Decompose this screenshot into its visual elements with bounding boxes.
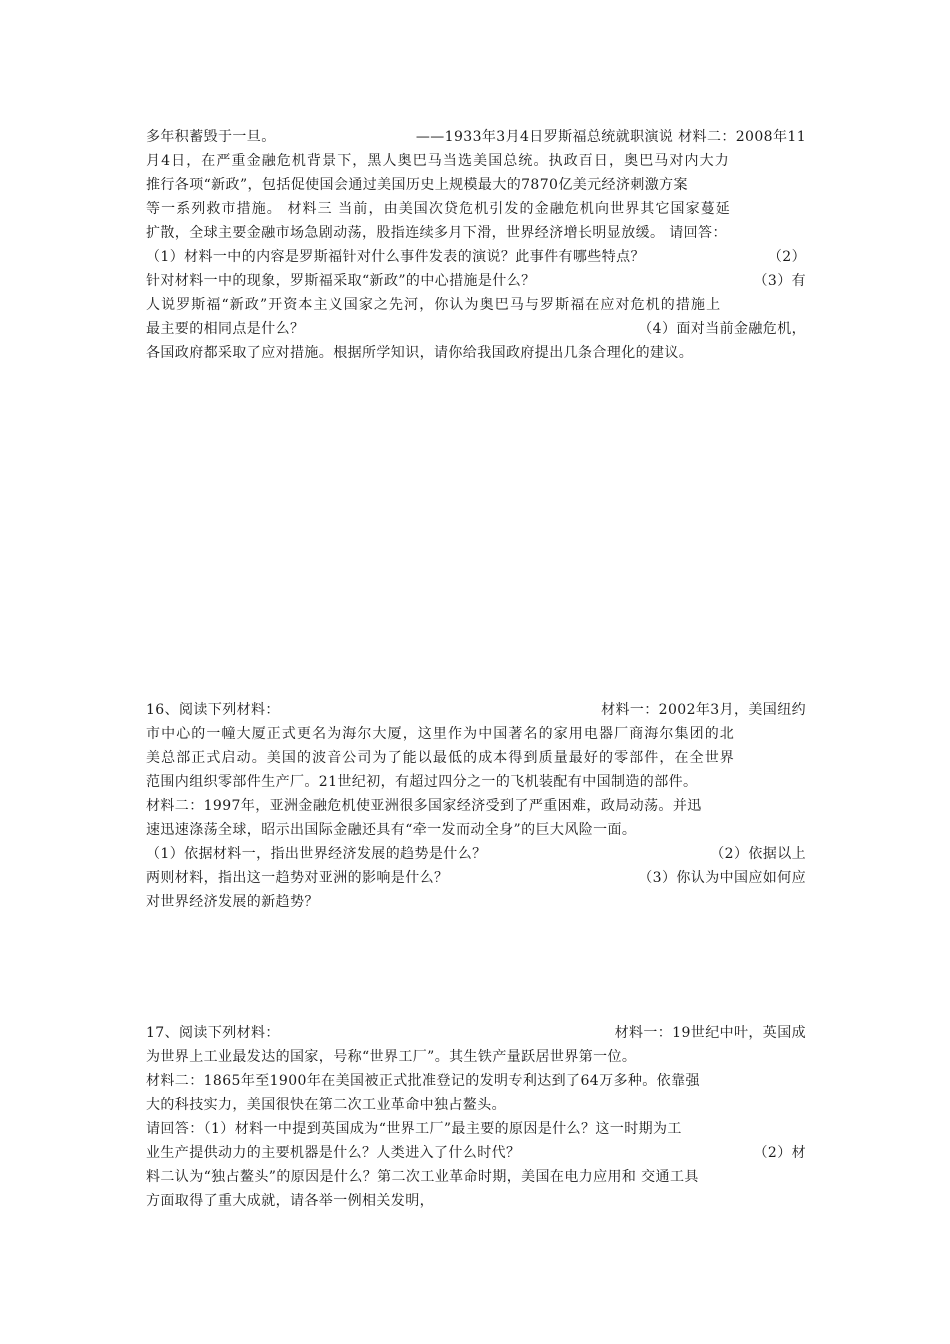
- text-line: [146, 866, 806, 890]
- text-line: [146, 125, 806, 149]
- question-16: [146, 698, 806, 914]
- text-line: 材料二：1865年至1900年在美国被正式批准登记的发明专利达到了64万多种。依靠强: [146, 1073, 700, 1089]
- text-line: 方面取得了重大成就，请各举一例相关发明，: [146, 1193, 434, 1209]
- text-line-left: 多年积蓄毁于一旦。: [146, 129, 276, 145]
- text-line: 人说罗斯福“新政”开资本主义国家之先河，你认为奥巴马与罗斯福在应对危机的措施上: [146, 297, 722, 313]
- text-line-right: （4）面对当前金融危机，: [638, 321, 806, 337]
- text-line: 推行各项“新政”，包括促使国会通过美国历史上规模最大的7870亿美元经济刺激方案: [146, 177, 688, 193]
- text-line-right: 材料一：2002年3月，美国纽约: [601, 702, 806, 718]
- question-number-label: 16、阅读下列材料：: [146, 702, 280, 718]
- text-line: 大的科技实力，美国很快在第二次工业革命中独占鳌头。: [146, 1097, 506, 1113]
- text-line-right: ——1933年3月4日罗斯福总统就职演说 材料二：2008年11: [415, 129, 806, 145]
- text-line: 材料二：1997年，亚洲金融危机使亚洲很多国家经济受到了严重困难，政局动荡。并迅: [146, 798, 702, 814]
- text-line: [146, 269, 806, 293]
- text-line: 对世界经济发展的新趋势？: [146, 894, 319, 910]
- text-line-right: （2）材: [753, 1145, 806, 1161]
- text-line-left: 两则材料，指出这一趋势对亚洲的影响是什么？: [146, 870, 449, 886]
- text-line: [146, 1141, 806, 1165]
- text-line: 速迅速涤荡全球，昭示出国际金融还具有“牵一发而动全身”的巨大风险一面。: [146, 822, 637, 838]
- text-line: [146, 317, 806, 341]
- text-line: [146, 245, 806, 269]
- question-17: [146, 1021, 806, 1213]
- text-line: 美总部正式启动。美国的波音公司为了能以最低的成本得到质量最好的零部件，在全世界: [146, 750, 735, 766]
- question-heading: [146, 698, 806, 722]
- text-line: 各国政府都采取了应对措施。根据所学知识，请你给我国政府提出几条合理化的建议。: [146, 345, 694, 361]
- text-line-right: （3）有: [753, 273, 806, 289]
- text-line: 扩散，全球主要金融市场急剧动荡，股指连续多月下滑，世界经济增长明显放缓。 请回答：: [146, 225, 727, 241]
- text-line-left: 业生产提供动力的主要机器是什么？人类进入了什么时代？: [146, 1145, 521, 1161]
- question-15-continuation: [146, 125, 806, 365]
- text-line: 料二认为“独占鳌头”的原因是什么？第二次工业革命时期，美国在电力应用和 交通工具: [146, 1169, 699, 1185]
- text-line-right: （2）依据以上: [710, 846, 806, 862]
- text-line-left: 针对材料一中的现象，罗斯福采取“新政”的中心措施是什么？: [146, 273, 536, 289]
- text-line-right: （3）你认为中国应如何应: [638, 870, 806, 886]
- text-line-right: （2）: [767, 249, 806, 265]
- text-line: 为世界上工业最发达的国家，号称“世界工厂”。其生铁产量跃居世界第一位。: [146, 1049, 637, 1065]
- question-heading: [146, 1021, 806, 1045]
- text-line: 等一系列救市措施。 材料三 当前，由美国次贷危机引发的金融危机向世界其它国家蔓延: [146, 201, 731, 217]
- text-line: 请回答：（1）材料一中提到英国成为“世界工厂”最主要的原因是什么？这一时期为工: [146, 1121, 682, 1137]
- text-line-left: （1）材料一中的内容是罗斯福针对什么事件发表的演说？此事件有哪些特点？: [146, 249, 645, 265]
- text-line-left: （1）依据材料一，指出世界经济发展的趋势是什么？: [146, 846, 487, 862]
- text-line-right: 材料一：19世纪中叶，英国成: [614, 1025, 806, 1041]
- text-line: 月4日，在严重金融危机背景下，黑人奥巴马当选美国总统。执政百日，奥巴马对内大力: [146, 153, 730, 169]
- text-line-left: 最主要的相同点是什么？: [146, 321, 305, 337]
- text-line: [146, 842, 806, 866]
- text-line: 市中心的一幢大厦正式更名为海尔大厦，这里作为中国著名的家用电器厂商海尔集团的北: [146, 726, 735, 742]
- question-number-label: 17、阅读下列材料：: [146, 1025, 280, 1041]
- text-line: 范围内组织零部件生产厂。21世纪初，有超过四分之一的飞机装配有中国制造的部件。: [146, 774, 698, 790]
